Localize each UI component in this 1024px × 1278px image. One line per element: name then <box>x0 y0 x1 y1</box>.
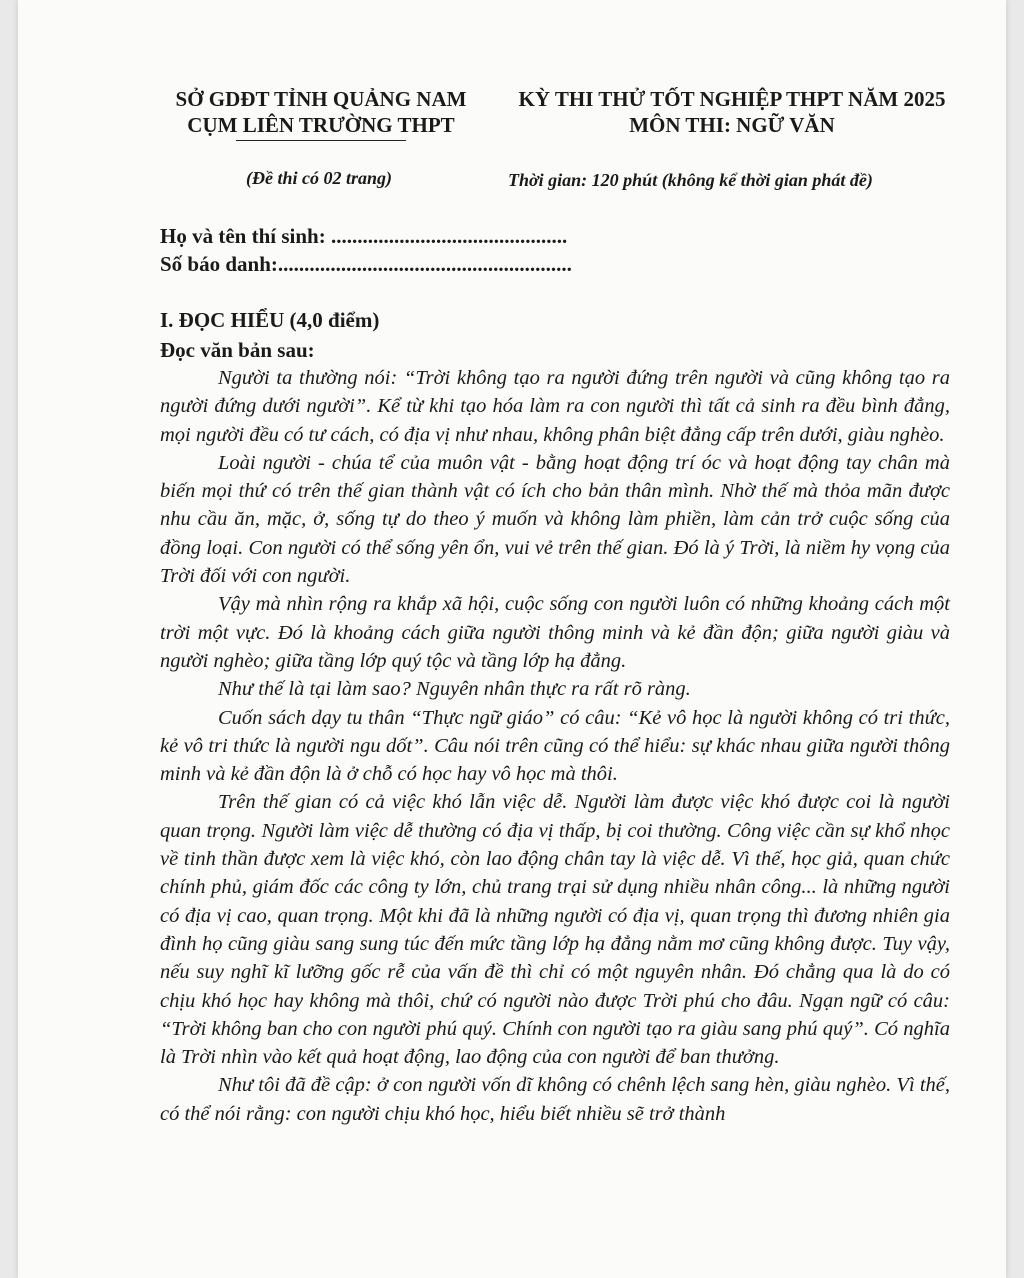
reading-passage <box>160 364 950 1128</box>
section-title: I. ĐỌC HIỂU (4,0 điểm) <box>160 308 380 332</box>
candidate-name-field: Họ và tên thí sinh: ............................................. <box>160 224 568 248</box>
header-left <box>166 86 476 141</box>
exam-subject: MÔN THI: NGỮ VĂN <box>629 113 835 137</box>
department-name: SỞ GDĐT TỈNH QUẢNG NAM <box>175 87 467 111</box>
pages-note: (Đề thi có 02 trang) <box>246 168 392 188</box>
passage-paragraph: Như thế là tại làm sao? Nguyên nhân thực ra rất rõ ràng. <box>218 678 691 701</box>
time-note: Thời gian: 120 phút (không kể thời gian phát đề) <box>508 170 873 190</box>
exam-page <box>18 0 1006 1278</box>
passage-paragraph: Người ta thường nói: “Trời không tạo ra người đứng trên người và cũng không tạo ra người đứng dưới người”. Kể từ khi tạo hóa làm ra con người thì tất cả sinh ra đều bình đẳng, mọi người đều có tư cách, có địa vị như nhau, không phân biệt đẳng cấp trên dưới, giàu nghèo. <box>160 367 950 446</box>
header-left-underline <box>236 140 406 141</box>
read-instruction: Đọc văn bản sau: <box>160 338 315 362</box>
passage-paragraph: Loài người - chúa tể của muôn vật - bằng hoạt động trí óc và hoạt động tay chân mà biến mọi thứ có trên thế gian thành vật có ích cho bản thân mình. Nhờ thế mà thỏa mãn được nhu cầu ăn, mặc, ở, sống tự do theo ý muốn và không làm phiền, làm cản trở cuộc sống của đồng loại. Con người có thể sống yên ổn, vui vẻ trên thế gian. Đó là ý Trời, là niềm hy vọng của Trời đối với con người. <box>160 451 950 588</box>
candidate-id-field: Số báo danh:........................................................ <box>160 252 572 276</box>
exam-title: KỲ THI THỬ TỐT NGHIỆP THPT NĂM 2025 <box>518 87 946 111</box>
passage-paragraph: Vậy mà nhìn rộng ra khắp xã hội, cuộc sống con người luôn có những khoảng cách một trời một vực. Đó là khoảng cách giữa người thông minh và kẻ đần độn; giữa người giàu và người nghèo; giữa tầng lớp quý tộc và tầng lớp hạ đẳng. <box>160 593 950 672</box>
passage-paragraph: Trên thế gian có cả việc khó lẫn việc dễ. Người làm được việc khó được coi là người quan trọng. Người làm việc dễ thường có địa vị thấp, bị coi thường. Công việc cần sự khổ nhọc về tinh thần được xem là việc khó, còn lao động chân tay là việc dễ. Vì thế, học giả, quan chức chính phủ, giám đốc các công ty lớn, chủ trang trại sử dụng nhiều nhân công... là những người có địa vị cao, quan trọng. Một khi đã là những người có địa vị, quan trọng thì đương nhiên gia đình họ cũng giàu sang sung túc đến mức tầng lớp hạ đẳng nằm mơ cũng không được. Tuy vậy, nếu suy nghĩ kĩ lưỡng gốc rễ của vấn đề thì chỉ có một nguyên nhân. Đó chẳng qua là do có chịu khó học hay không mà thôi, chứ có người nào được Trời phú cho đâu. Ngạn ngữ có câu: “Trời không ban cho con người phú quý. Chính con người tạo ra giàu sang phú quý”. Có nghĩa là Trời nhìn vào kết quả hoạt động, lao động của con người để ban thưởng. <box>160 791 950 1069</box>
passage-paragraph: Như tôi đã đề cập: ở con người vốn dĩ không có chênh lệch sang hèn, giàu nghèo. Vì thế, có thể nói rằng: con người chịu khó học, hiểu biết nhiều sẽ trở thành <box>160 1074 950 1125</box>
passage-paragraph: Cuốn sách dạy tu thân “Thực ngữ giáo” có câu: “Kẻ vô học là người không có tri thức, kẻ vô tri thức là người ngu dốt”. Câu nói trên cũng có thể hiểu: sự khác nhau giữa người thông minh và kẻ đần độn là ở chỗ có học hay vô học mà thôi. <box>160 706 950 786</box>
school-cluster-name: CỤM LIÊN TRƯỜNG THPT <box>187 113 455 137</box>
header-right <box>502 86 962 138</box>
